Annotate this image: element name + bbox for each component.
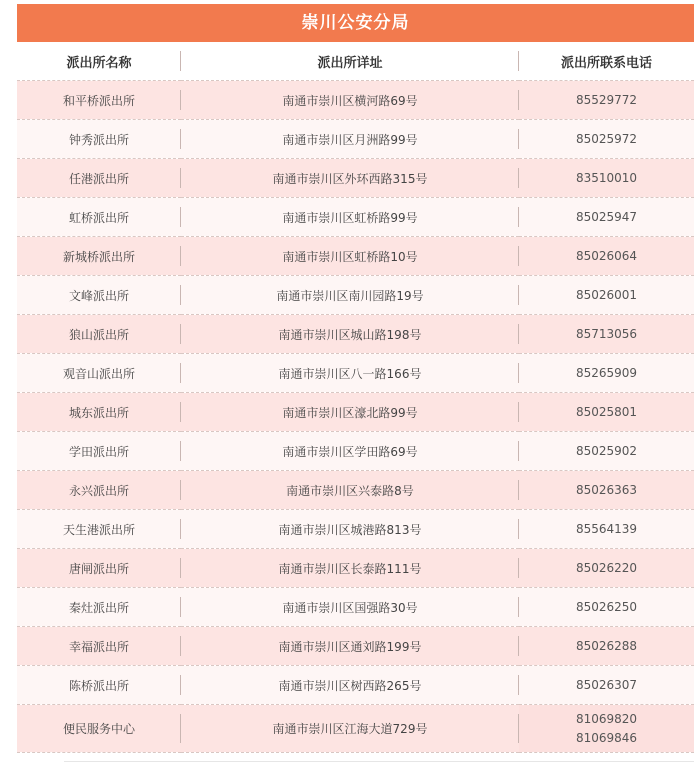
station-name: 幸福派出所 xyxy=(17,627,181,666)
table-row xyxy=(17,315,694,354)
station-address: 南通市崇川区月洲路99号 xyxy=(181,120,519,159)
station-address: 南通市崇川区外环西路315号 xyxy=(181,159,519,198)
table-row xyxy=(17,393,694,432)
station-phone: 85564139 xyxy=(519,510,694,549)
table-row xyxy=(17,354,694,393)
station-address: 南通市崇川区兴泰路8号 xyxy=(181,471,519,510)
station-phone: 85026064 xyxy=(519,237,694,276)
police-station-table xyxy=(17,42,694,753)
station-name: 秦灶派出所 xyxy=(17,588,181,627)
station-name: 天生港派出所 xyxy=(17,510,181,549)
station-phone: 85026307 xyxy=(519,666,694,705)
service-center-address: 南通市崇川区江海大道729号 xyxy=(181,705,519,753)
station-address: 南通市崇川区城港路813号 xyxy=(181,510,519,549)
station-phone: 85025801 xyxy=(519,393,694,432)
station-phone: 85025947 xyxy=(519,198,694,237)
station-name: 虹桥派出所 xyxy=(17,198,181,237)
station-address: 南通市崇川区虹桥路10号 xyxy=(181,237,519,276)
station-address: 南通市崇川区长泰路111号 xyxy=(181,549,519,588)
table-row xyxy=(17,666,694,705)
station-address: 南通市崇川区濠北路99号 xyxy=(181,393,519,432)
station-name: 任港派出所 xyxy=(17,159,181,198)
service-center-phones xyxy=(519,705,694,753)
table-row xyxy=(17,198,694,237)
station-name: 唐闸派出所 xyxy=(17,549,181,588)
table-body xyxy=(17,81,694,753)
station-address: 南通市崇川区通刘路199号 xyxy=(181,627,519,666)
table-row xyxy=(17,471,694,510)
table-row xyxy=(17,120,694,159)
table-row xyxy=(17,276,694,315)
station-phone: 85025902 xyxy=(519,432,694,471)
station-name: 钟秀派出所 xyxy=(17,120,181,159)
station-address: 南通市崇川区横河路69号 xyxy=(181,81,519,120)
table-row xyxy=(17,237,694,276)
header-address: 派出所详址 xyxy=(181,42,519,81)
station-name: 文峰派出所 xyxy=(17,276,181,315)
station-phone: 85026288 xyxy=(519,627,694,666)
table-row xyxy=(17,81,694,120)
station-name: 城东派出所 xyxy=(17,393,181,432)
station-address: 南通市崇川区虹桥路99号 xyxy=(181,198,519,237)
table-row xyxy=(17,627,694,666)
station-phone: 85026001 xyxy=(519,276,694,315)
service-center-name: 便民服务中心 xyxy=(17,705,181,753)
station-address: 南通市崇川区南川园路19号 xyxy=(181,276,519,315)
police-station-table-container xyxy=(17,4,694,753)
table-row xyxy=(17,510,694,549)
station-address: 南通市崇川区学田路69号 xyxy=(181,432,519,471)
station-phone: 85026220 xyxy=(519,549,694,588)
station-name: 新城桥派出所 xyxy=(17,237,181,276)
table-row xyxy=(17,159,694,198)
station-name: 陈桥派出所 xyxy=(17,666,181,705)
station-phone: 85025972 xyxy=(519,120,694,159)
station-address: 南通市崇川区国强路30号 xyxy=(181,588,519,627)
table-row xyxy=(17,432,694,471)
station-phone: 85265909 xyxy=(519,354,694,393)
station-name: 学田派出所 xyxy=(17,432,181,471)
table-row xyxy=(17,588,694,627)
service-center-phone: 81069846 xyxy=(575,730,638,745)
service-center-phone: 81069820 xyxy=(575,711,638,726)
station-phone: 85026250 xyxy=(519,588,694,627)
station-phone: 83510010 xyxy=(519,159,694,198)
station-name: 狼山派出所 xyxy=(17,315,181,354)
header-name: 派出所名称 xyxy=(17,42,181,81)
table-title: 崇川公安分局 xyxy=(17,4,694,42)
table-row-service-center xyxy=(17,705,694,753)
station-address: 南通市崇川区城山路198号 xyxy=(181,315,519,354)
station-address: 南通市崇川区树西路265号 xyxy=(181,666,519,705)
station-name: 和平桥派出所 xyxy=(17,81,181,120)
station-address: 南通市崇川区八一路166号 xyxy=(181,354,519,393)
station-phone: 85713056 xyxy=(519,315,694,354)
station-name: 观音山派出所 xyxy=(17,354,181,393)
station-phone: 85026363 xyxy=(519,471,694,510)
station-phone: 85529772 xyxy=(519,81,694,120)
station-name: 永兴派出所 xyxy=(17,471,181,510)
table-row xyxy=(17,549,694,588)
header-row xyxy=(17,42,694,81)
bottom-divider xyxy=(64,761,694,762)
header-phone: 派出所联系电话 xyxy=(519,42,694,81)
